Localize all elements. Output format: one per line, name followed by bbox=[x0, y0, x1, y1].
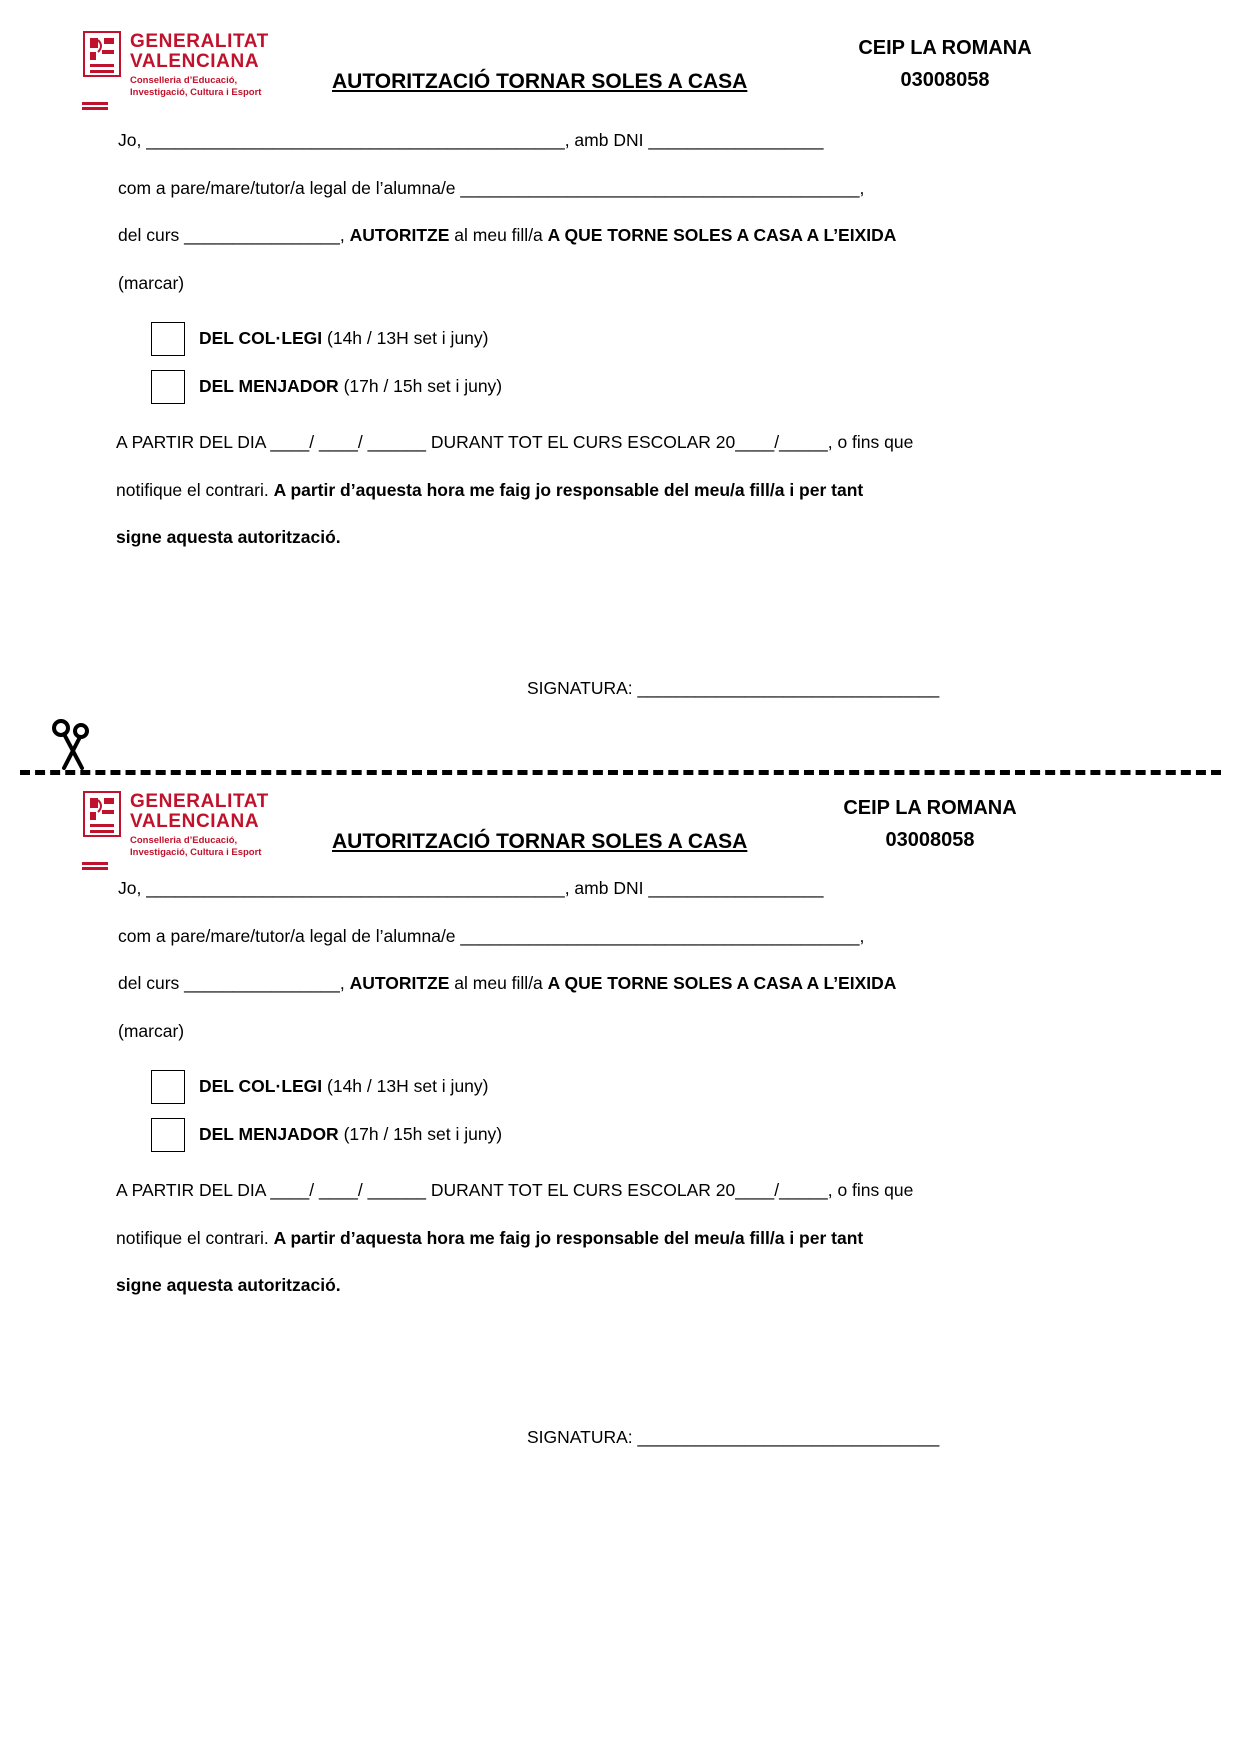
child-label: al meu fill/a bbox=[449, 973, 548, 993]
field-line-name-dni[interactable]: Jo, ___________________________________________, amb DNI __________________ bbox=[118, 130, 824, 150]
cut-line-divider bbox=[20, 770, 1221, 775]
checkbox-row-menjador[interactable] bbox=[151, 370, 1008, 404]
header-copy-1 bbox=[0, 0, 1241, 96]
school-code: 03008058 bbox=[900, 69, 990, 91]
logo-subtitle-2: Investigació, Cultura i Esport bbox=[130, 846, 262, 858]
logo-line2: VALENCIANA bbox=[130, 811, 260, 832]
logo-subtitle-1: Conselleria d’Educació, bbox=[130, 835, 238, 846]
logo-text bbox=[130, 30, 269, 99]
school-code: 03008058 bbox=[885, 829, 975, 851]
form-body-copy-1 bbox=[118, 132, 1008, 577]
checkbox-colegi-label bbox=[199, 330, 488, 348]
checkbox-colegi-label-bold: DEL COL·LEGI bbox=[199, 328, 323, 349]
checkbox-row-colegi[interactable] bbox=[151, 322, 1008, 356]
page-title-copy-2: AUTORITZACIÓ TORNAR SOLES A CASA bbox=[332, 830, 748, 853]
school-name: CEIP LA ROMANA bbox=[843, 797, 1017, 819]
checkbox-colegi[interactable] bbox=[151, 1070, 185, 1104]
shield-icon bbox=[82, 790, 122, 838]
child-label: al meu fill/a bbox=[449, 225, 548, 245]
field-line-dates[interactable]: A PARTIR DEL DIA ____/ ____/ ______ DURANT TOT EL CURS ESCOLAR 20____/_____, o fins que bbox=[116, 432, 914, 452]
marcar-label: (marcar) bbox=[118, 272, 185, 293]
checkbox-menjador-label-rest: (17h / 15h set i juny) bbox=[338, 376, 503, 397]
scissors-icon bbox=[48, 718, 102, 772]
checkbox-menjador[interactable] bbox=[151, 370, 185, 404]
checkbox-colegi-label bbox=[199, 1078, 488, 1096]
logo-line1: GENERALITAT bbox=[130, 791, 269, 812]
header-copy-2 bbox=[0, 790, 1241, 886]
responsibility-text: A partir d’aquesta hora me faig jo responsable del meu/a fill/a i per tant bbox=[273, 479, 864, 500]
field-line-name-dni[interactable]: Jo, ___________________________________________, amb DNI __________________ bbox=[118, 878, 824, 898]
logo-group bbox=[82, 790, 269, 859]
field-line-course[interactable] bbox=[118, 975, 1008, 993]
logo-bar bbox=[82, 102, 108, 105]
checkbox-colegi-label-rest: (14h / 13H set i juny) bbox=[322, 1076, 489, 1097]
field-line-course[interactable] bbox=[118, 227, 1008, 245]
checkbox-colegi-label-bold: DEL COL·LEGI bbox=[199, 1076, 323, 1097]
shield-icon bbox=[82, 30, 122, 78]
logo-line1: GENERALITAT bbox=[130, 31, 269, 52]
checkbox-menjador[interactable] bbox=[151, 1118, 185, 1152]
permission-text: A QUE TORNE SOLES A CASA A L’EIXIDA bbox=[547, 225, 897, 245]
notifique-text: notifique el contrari. bbox=[116, 479, 274, 500]
school-name: CEIP LA ROMANA bbox=[858, 37, 1032, 59]
checkbox-row-colegi[interactable] bbox=[151, 1070, 1008, 1104]
generalitat-valenciana-logo-copy-2 bbox=[82, 790, 269, 872]
permission-text: A QUE TORNE SOLES A CASA A L’EIXIDA bbox=[547, 973, 897, 993]
logo-subtitle-1: Conselleria d’Educació, bbox=[130, 75, 238, 86]
logo-bars bbox=[82, 862, 269, 870]
logo-bars bbox=[82, 102, 269, 110]
checkbox-colegi[interactable] bbox=[151, 322, 185, 356]
checkbox-menjador-label bbox=[199, 1126, 502, 1144]
responsibility-text: A partir d’aquesta hora me faig jo responsable del meu/a fill/a i per tant bbox=[273, 1227, 864, 1248]
signature-line-copy-1[interactable]: SIGNATURA: _______________________________ bbox=[527, 678, 940, 698]
form-body-copy-2 bbox=[118, 880, 1008, 1325]
logo-bar bbox=[82, 107, 108, 110]
school-header-copy-1 bbox=[845, 32, 1045, 96]
autoritze-word: AUTORITZE bbox=[349, 225, 450, 245]
course-label: del curs ________________, bbox=[118, 225, 350, 245]
notifique-text: notifique el contrari. bbox=[116, 1227, 274, 1248]
field-line-student[interactable]: com a pare/mare/tutor/a legal de l’alumna/e _________________________________________, bbox=[118, 177, 865, 198]
field-line-sign: signe aquesta autorització. bbox=[116, 527, 341, 547]
logo-subtitle-2: Investigació, Cultura i Esport bbox=[130, 86, 262, 98]
field-line-responsibility bbox=[116, 479, 1008, 500]
logo-line2: VALENCIANA bbox=[130, 51, 260, 72]
checkbox-menjador-label bbox=[199, 378, 502, 396]
marcar-label: (marcar) bbox=[118, 1020, 185, 1041]
generalitat-valenciana-logo bbox=[82, 30, 269, 112]
logo-bar bbox=[82, 862, 108, 865]
checkbox-row-menjador[interactable] bbox=[151, 1118, 1008, 1152]
autoritze-word: AUTORITZE bbox=[349, 973, 450, 993]
checkbox-colegi-label-rest: (14h / 13H set i juny) bbox=[322, 328, 489, 349]
field-line-responsibility bbox=[116, 1227, 1008, 1248]
logo-group bbox=[82, 30, 269, 99]
checkbox-menjador-label-bold: DEL MENJADOR bbox=[199, 1124, 339, 1145]
signature-line-copy-2[interactable]: SIGNATURA: _______________________________ bbox=[527, 1427, 940, 1447]
field-line-sign: signe aquesta autorització. bbox=[116, 1275, 341, 1295]
checkbox-menjador-label-rest: (17h / 15h set i juny) bbox=[338, 1124, 503, 1145]
page-title-copy-1: AUTORITZACIÓ TORNAR SOLES A CASA bbox=[332, 70, 748, 93]
course-label: del curs ________________, bbox=[118, 973, 350, 993]
field-line-student[interactable]: com a pare/mare/tutor/a legal de l’alumna/e _________________________________________, bbox=[118, 925, 865, 946]
logo-bar bbox=[82, 867, 108, 870]
checkbox-menjador-label-bold: DEL MENJADOR bbox=[199, 376, 339, 397]
school-header-copy-2 bbox=[830, 792, 1030, 856]
field-line-dates[interactable]: A PARTIR DEL DIA ____/ ____/ ______ DURANT TOT EL CURS ESCOLAR 20____/_____, o fins que bbox=[116, 1180, 914, 1200]
logo-text bbox=[130, 790, 269, 859]
